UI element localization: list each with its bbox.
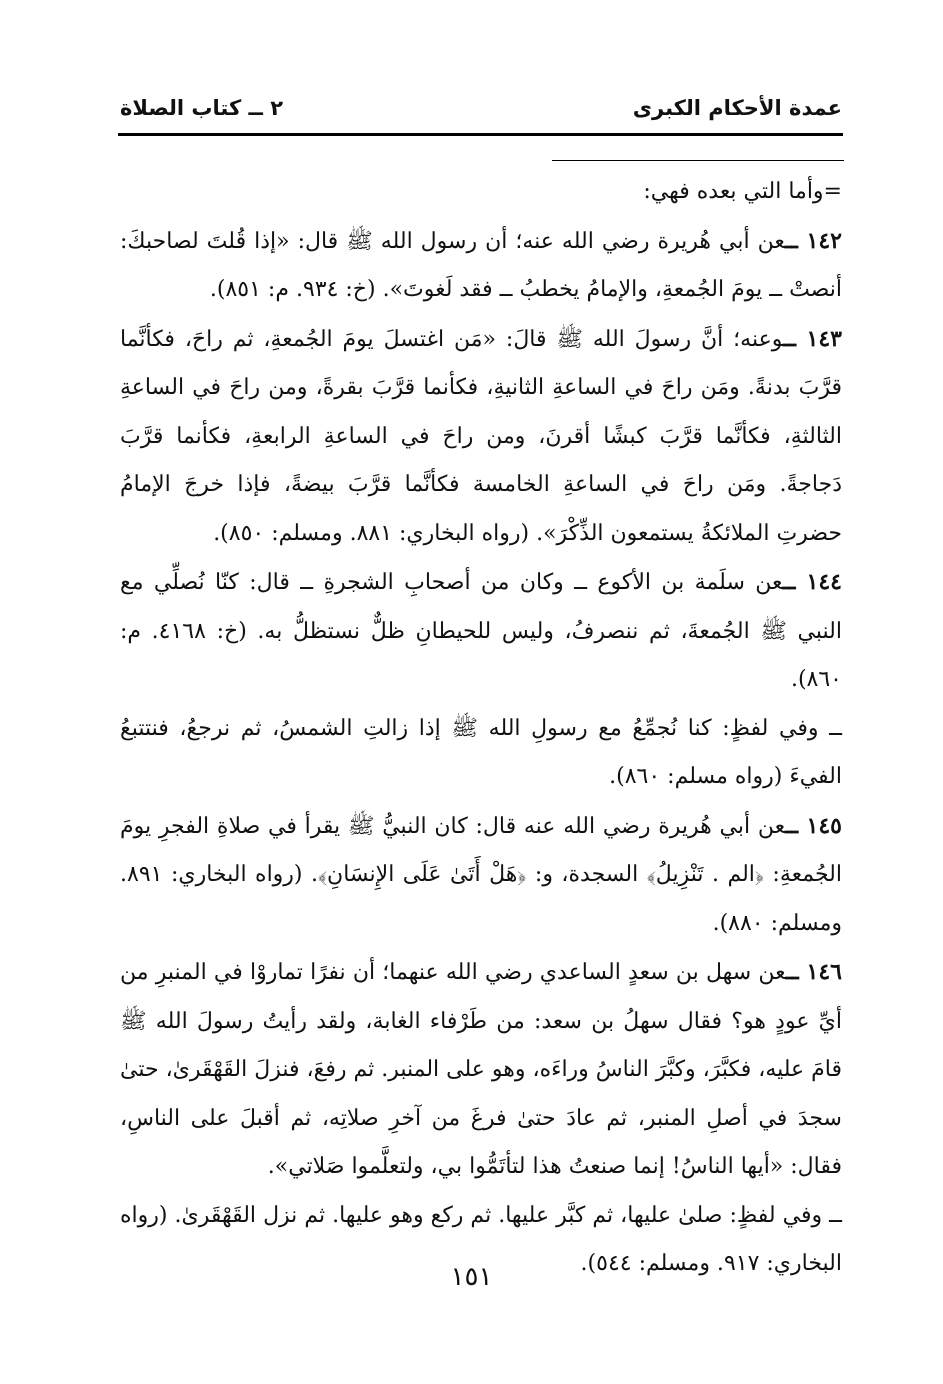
hadith-text: عن أبي هُريرة رضي الله عنه؛ أن رسول الله ﷺ قال: «إذا قُلتَ لصاحبكَ: أنصتْ ــ يومَ الجُمعةِ، والإمامُ يخطبُ ــ فقد لَغوتَ». (خ: ٩٣٤. م: ٨٥١). xyxy=(120,228,842,302)
hadith-143 xyxy=(120,315,842,559)
book-title: عمدة الأحكام الكبرى xyxy=(632,96,842,120)
hadith-text: عن سهل بن سعدٍ الساعدي رضي الله عنهما؛ أن نفرًا تماروْا في المنبرِ من أيِّ عودٍ هو؟ فقال سهلُ بن سعد: من طَرْفاء الغابة، ولقد رأيتُ رسولَ الله ﷺ قامَ عليه، فكبَّرَ، وكبَّرَ الناسُ وراءَه، وهو على المنبر. ثم رفعَ، فنزلَ القَهْقَرىٰ، حتىٰ سجدَ في أصلِ المنبر، ثم عادَ حتىٰ فرغَ من آخرِ صلاتِه، ثم أقبلَ على الناسِ، فقال: «أيها الناسُ! إنما صنعتُ هذا لتأتَمُّوا بي، ولتعلَّموا صَلاتي». xyxy=(120,960,842,1179)
hadith-number: ١٤٦ ــ xyxy=(785,959,842,985)
hadith-number: ١٤٢ ــ xyxy=(784,227,842,254)
hadith-146 xyxy=(120,948,842,1192)
hadith-number: ١٤٥ ــ xyxy=(785,812,842,839)
header-rule xyxy=(118,133,843,136)
page-number: ١٥١ xyxy=(450,1262,493,1292)
hadith-144 xyxy=(120,558,842,705)
hadith-number: ١٤٤ ــ xyxy=(782,569,842,595)
hadith-text: عن أبي هُريرة رضي الله عنه قال: كان النبيُّ ﷺ يقرأ في صلاةِ الفجرِ يومَ الجُمعةِ: ﴿الم . تَنْزِيلُ﴾ السجدة، و: ﴿هَلْ أَتَىٰ عَلَى الإِنسَانِ﴾. (رواه البخاري: ٨٩١. ومسلم: ٨٨٠). xyxy=(120,813,842,936)
hadith-text: وعنه؛ أنَّ رسولَ الله ﷺ قالَ: «مَن اغتسلَ يومَ الجُمعةِ، ثم راحَ، فكأنَّما قرَّبَ بدنةً. ومَن راحَ في الساعةِ الثانيةِ، فكأنما قرَّبَ بقرةً، ومن راحَ في الساعةِ الثالثةِ، فكأنَّما قرَّبَ كبشًا أقرنَ، ومن راحَ في الساعةِ الرابعةِ، فكأنما قرَّبَ دَجاجةً. ومَن راحَ في الساعةِ الخامسة فكأنَّما قرَّبَ بيضةً، فإذا خرجَ الإمامُ حضرتِ الملائكةُ يستمعون الذِّكْرَ». (رواه البخاري: ٨٨١. ومسلم: ٨٥٠). xyxy=(120,326,842,546)
hadith-number: ١٤٣ ــ xyxy=(783,325,842,352)
hadith-142 xyxy=(120,217,842,315)
chapter-title: ٢ ــ كتاب الصلاة xyxy=(120,96,284,120)
page-body xyxy=(120,168,842,1289)
hadith-145 xyxy=(120,802,842,949)
hadith-144-variant: ــ وفي لفظٍ: كنا نُجمِّعُ مع رسولِ الله ﷺ إذا زالتِ الشمسُ، ثم نرجعُ، فنتتبعُ الفيءَ (رواه مسلم: ٨٦٠). xyxy=(120,715,842,789)
continuation-line: =وأما التي بعده فهي: xyxy=(643,179,842,204)
running-header xyxy=(120,88,842,128)
footnote-rule xyxy=(552,160,844,161)
hadith-text: عن سلَمة بن الأكوع ــ وكان من أصحابِ الشجرةِ ــ قال: كنّا نُصلِّي مع النبي ﷺ الجُمعةَ، ثم ننصرفُ، وليس للحيطانِ ظلٌّ نستظلُّ به. (خ: ٤١٦٨. م: ٨٦٠). xyxy=(120,570,842,692)
hadith-146-variant: ــ وفي لفظٍ: صلىٰ عليها، ثم كبَّر عليها. ثم ركع وهو عليها. ثم نزل القَهْقَرىٰ. (رواه البخاري: ٩١٧. ومسلم: ٥٤٤). xyxy=(120,1202,842,1276)
